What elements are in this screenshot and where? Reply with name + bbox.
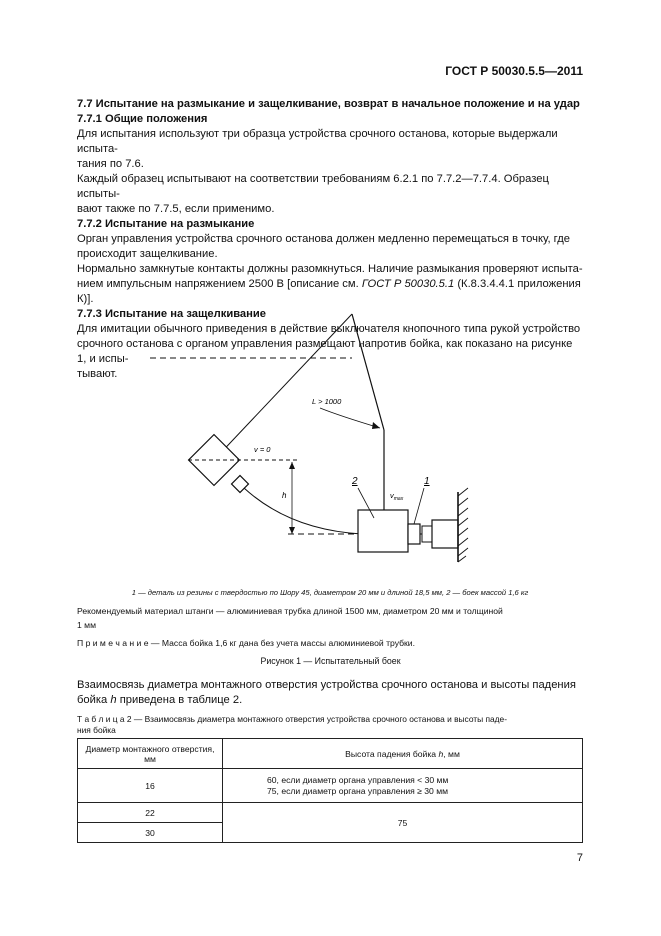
figure-note: П р и м е ч а н и е — Масса бойка 1,6 кг дана без учета массы алюминиевой трубки. (77, 638, 415, 648)
table-intro-paragraph (77, 678, 583, 708)
section-title-7-7-3: 7.7.3 Испытание на защелкивание (77, 308, 267, 320)
velocity-subscript: max (393, 496, 404, 502)
table-cell: 30 (78, 823, 223, 843)
callout-1-leader (414, 488, 424, 524)
raised-rod-line (214, 314, 352, 460)
table-cell (223, 769, 583, 803)
paragraph-line: Орган управления устройства срочного останова должен медленно перемещаться в точку, где (77, 233, 570, 245)
page-number: 7 (576, 852, 583, 864)
paragraph-line (77, 277, 583, 307)
velocity-zero-label: v = 0 (254, 445, 271, 454)
table-row (78, 803, 583, 823)
table-cell: 16 (78, 769, 223, 803)
paragraph-line: тания по 7.6. (77, 158, 144, 170)
table-caption (77, 714, 583, 736)
column-header (223, 739, 583, 769)
paragraph-line: Каждый образец испытывают на соответствии требованиям 6.2.1 по 7.7.2—7.7.4. Образец испыты- (77, 173, 549, 200)
table-row (78, 769, 583, 803)
emergency-stop-device (432, 520, 458, 548)
callout-1: 1 (424, 476, 430, 487)
intro-line (77, 693, 583, 708)
paragraph-line: Для испытания используют три образца устройства срочного останова, которые выдержали испыта- (77, 128, 558, 155)
data-table (77, 738, 583, 843)
figure-legend (90, 587, 570, 598)
paragraph-line: вают также по 7.7.5, если применимо. (77, 203, 275, 215)
text-span: приведена в таблице 2. (116, 694, 243, 706)
figure-recommendation (77, 604, 583, 632)
table-caption-line: Т а б л и ц а 2 — Взаимосвязь диаметра монтажного отверстия устройства срочного останова и высоты паде- (77, 714, 508, 724)
arrow-head (289, 527, 295, 534)
section-title-7-7-2: 7.7.2 Испытание на размыкание (77, 218, 255, 230)
section-title-7-7: 7.7 Испытание на размыкание и защелкивание, возврат в начальное положение и на удар (77, 98, 580, 110)
text-span: нием импульсным напряжением 2500 В [описание см. (77, 278, 362, 290)
height-label: h (282, 491, 287, 500)
text-span: (К.8.3.4.4.1 приложения К)]. (77, 278, 581, 305)
figure-title: Рисунок 1 — Испытательный боек (260, 656, 401, 666)
height-symbol: h (438, 748, 444, 759)
test-striker-figure (140, 312, 500, 572)
text-span: , мм (443, 748, 460, 759)
pendulum-rod (352, 314, 384, 430)
device-actuator (422, 526, 432, 542)
height-symbol: h (110, 694, 117, 706)
table-cell: 75 (223, 803, 583, 843)
standard-code-header: ГОСТ Р 50030.5.5—2011 (445, 64, 583, 78)
velocity-max-label (390, 491, 404, 502)
section-title-7-7-1: 7.7.1 Общие положения (77, 113, 208, 125)
paragraph-line: Нормально замкнутые контакты должны разомкнуться. Наличие размыкания проверяют испыта- (77, 263, 583, 275)
figure-legend-text: 1 — деталь из резины с твердостью по Шору 45, диаметром 20 мм и длиной 18,5 мм, 2 — боек массой 1,6 кг (131, 588, 529, 597)
length-label: L > 1000 (312, 397, 342, 406)
text-span: Высота падения бойка (345, 748, 439, 759)
callout-2: 2 (352, 476, 358, 487)
length-arc (320, 408, 380, 428)
paragraph-line: тывают. (77, 368, 118, 380)
velocity-symbol: v (390, 491, 394, 500)
wall-hatching (458, 488, 468, 562)
table-header-row (78, 739, 583, 769)
intro-line: Взаимосвязь диаметра монтажного отверстия устройства срочного останова и высоты падения (77, 679, 576, 691)
arrow-head (372, 422, 380, 429)
cell-line: 60, если диаметр органа управления < 30 мм (267, 774, 449, 785)
rubber-tip (408, 524, 420, 544)
recommendation-line: Рекомендуемый материал штанги — алюминиевая трубка длиной 1500 мм, диаметром 20 мм и толщиной (77, 606, 503, 616)
cell-line: 75, если диаметр органа управления ≥ 30 мм (267, 785, 449, 796)
text-span: бойка (77, 694, 111, 706)
column-header: Диаметр монтажного отверстия, мм (78, 739, 223, 769)
table-caption-line: ния бойка (77, 725, 116, 735)
recommendation-line: 1 мм (77, 620, 96, 630)
swing-arc (244, 488, 362, 534)
table-cell: 22 (78, 803, 223, 823)
standard-reference: ГОСТ Р 50030.5.1 (361, 278, 455, 290)
paragraph-line: происходит защелкивание. (77, 248, 218, 260)
paragraph-line: Для имитации обычного приведения в действие выключателя кнопочного типа рукой устройство (77, 323, 581, 335)
paragraph-line: срочного останова с органом управления размещают напротив бойка, как показано на рисунке 1, и испы- (77, 338, 573, 365)
arrow-head (289, 462, 295, 469)
striker-body (358, 510, 408, 552)
